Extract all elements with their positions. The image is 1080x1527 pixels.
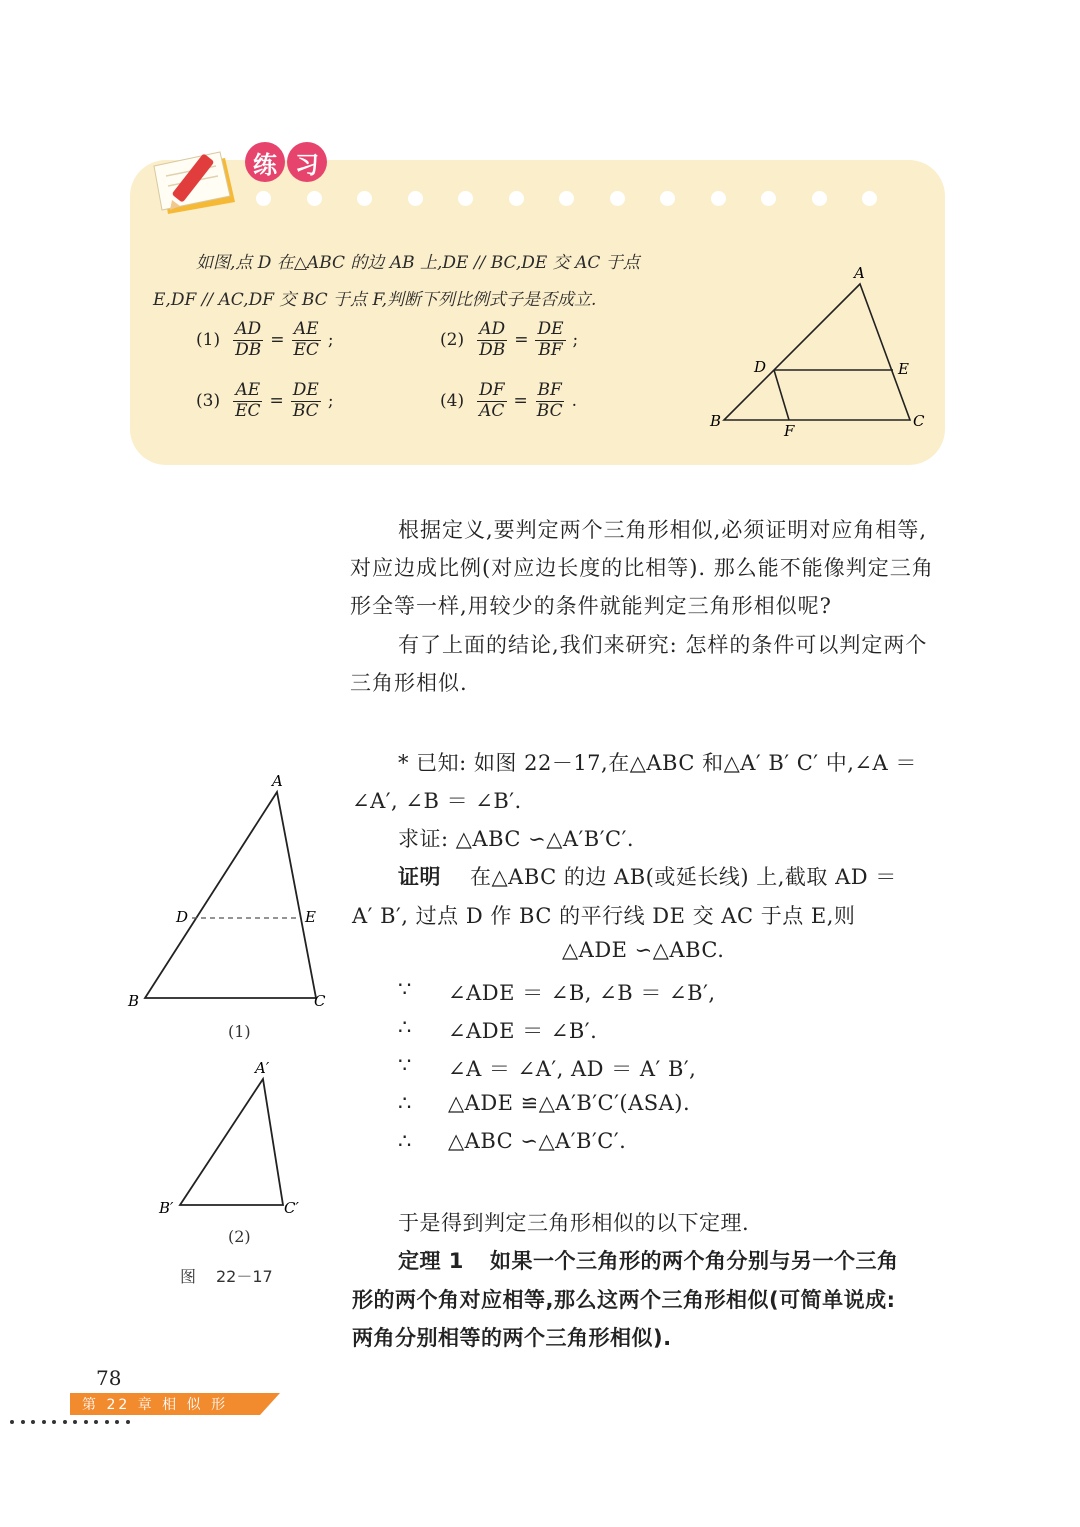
exercise-title-char-2: 习 [287,142,327,182]
theorem-line-2: 形的两个角对应相等,那么这两个三角形相似(可简单说成: [352,1288,896,1312]
footer-dot [126,1420,130,1424]
fraction-left: $\frac{AE}{EC}$ [235,380,261,421]
proof-line-1: 在△ABC 的边 AB(或延长线) 上,截取 AD ＝ [470,865,897,889]
exercise-item-4 [440,381,577,421]
figure-22-17-part-2 [150,1055,310,1220]
fig2-label-A: A′ [255,1059,270,1077]
theorem-line-3: 两角分别相等的两个三角形相似). [352,1326,672,1350]
item-index: (1) [196,330,221,351]
figure-22-17-part-1 [120,770,340,1020]
label-D: D [754,358,767,376]
intro-paragraph-2: 有了上面的结论,我们来研究: 怎样的条件可以判定两个三角形相似. [350,633,928,695]
exercise-dot [711,191,726,206]
footer-dot [105,1420,109,1424]
exercise-line-1: 如图,点 D 在△ABC 的边 AB 上,DE // BC,DE 交 AC 于点 [196,253,640,273]
given-line-2: ∠A′, ∠B ＝ ∠B′. [352,789,522,813]
pencil-notebook-icon [140,140,250,220]
label-B: B [710,412,722,430]
exercise-dot [509,191,524,206]
theorem-line-1: 如果一个三角形的两个角分别与另一个三角 [490,1249,899,1273]
exercise-dot [660,191,675,206]
fig1-label-C: C [314,992,326,1010]
item-index: (4) [440,391,465,412]
figure-2-caption: (2) [228,1227,251,1246]
item-end: ; [327,330,334,351]
footer-dot [31,1420,35,1424]
label-F: F [784,422,795,440]
fig2-label-C: C′ [284,1199,299,1217]
prove-line: 求证: △ABC ∽△A′B′C′. [398,827,635,851]
fraction-right: $\frac{DE}{BC}$ [292,380,319,421]
fig2-label-B: B′ [159,1199,174,1217]
label-A: A [854,264,865,282]
figure-1-caption: (1) [228,1022,251,1041]
footer-dot [52,1420,56,1424]
chapter-label: 第 22 章 相 似 形 [82,1397,229,1413]
exercise-dot [812,191,827,206]
footer-dot [94,1420,98,1424]
exercise-title-char-1: 练 [245,142,285,182]
footer-dot [84,1420,88,1424]
proof-label: 证明 [398,865,441,889]
intro-paragraph-1: 根据定义,要判定两个三角形相似,必须证明对应角相等,对应边成比例(对应边长度的比相等). 那么能不能像判定三角形全等一样,用较少的条件就能判定三角形相似呢? [350,518,934,618]
step-5-text: △ABC ∽△A′B′C′. [448,1129,627,1153]
exercise-triangle-figure [700,262,940,442]
item-index: (2) [440,330,465,351]
footer-dot [115,1420,119,1424]
footer-dot [42,1420,46,1424]
equals-sign: = [270,330,285,351]
fig1-label-A: A [272,772,283,790]
step-2-text: ∠ADE ＝ ∠B′. [448,1019,598,1043]
fig1-label-B: B [128,992,140,1010]
fig1-label-E: E [305,908,316,926]
fig1-label-D: D [176,908,189,926]
step-2-symbol: ∴ [398,1015,412,1039]
exercise-item-1 [196,320,334,360]
proof-line-3: △ADE ∽△ABC. [562,938,725,962]
page-number: 78 [96,1366,122,1390]
fraction-left: $\frac{AD}{DB}$ [479,319,506,360]
step-4-symbol: ∴ [398,1091,412,1115]
label-C: C [913,412,925,430]
step-4-text: △ADE ≌△A′B′C′(ASA). [448,1091,691,1115]
exercise-dot [408,191,423,206]
exercise-item-2 [440,320,578,360]
exercise-dot [256,191,271,206]
item-index: (3) [196,391,221,412]
figure-caption-prefix: 图 [180,1267,197,1286]
step-3-text: ∠A ＝ ∠A′, AD ＝ A′ B′, [448,1057,697,1081]
equals-sign: = [513,391,528,412]
item-end: ; [327,391,334,412]
footer-dot [73,1420,77,1424]
exercise-dot [458,191,473,206]
equals-sign: = [269,391,284,412]
conclusion-lead: 于是得到判定三角形相似的以下定理. [398,1211,750,1235]
footer-dot [63,1420,67,1424]
item-end: . [571,391,578,412]
exercise-dot [862,191,877,206]
exercise-line-2: E,DF // AC,DF 交 BC 于点 F,判断下列比例式子是否成立. [153,290,597,310]
figure-caption-number: 22－17 [216,1267,273,1286]
exercise-dot [559,191,574,206]
given-line-1: * 已知: 如图 22－17,在△ABC 和△A′ B′ C′ 中,∠A ＝ [398,751,917,775]
theorem-label: 定理 1 [398,1249,464,1273]
footer-dot [21,1420,25,1424]
exercise-dot [761,191,776,206]
exercise-dot [307,191,322,206]
exercise-dot [610,191,625,206]
fraction-right: $\frac{AE}{EC}$ [293,319,319,360]
fraction-right: $\frac{BF}{BC}$ [536,380,563,421]
fraction-right: $\frac{DE}{BF}$ [537,319,564,360]
proof-line-2: A′ B′, 过点 D 作 BC 的平行线 DE 交 AC 于点 E,则 [352,904,856,928]
item-end: ; [572,330,579,351]
footer-dot [10,1420,14,1424]
step-1-symbol: ∵ [398,977,412,1001]
label-E: E [898,360,909,378]
step-5-symbol: ∴ [398,1129,412,1153]
equals-sign: = [514,330,529,351]
fraction-left: $\frac{DF}{AC}$ [479,380,505,421]
step-3-symbol: ∵ [398,1053,412,1077]
exercise-item-3 [196,381,334,421]
fraction-left: $\frac{AD}{DB}$ [235,319,262,360]
exercise-dot [357,191,372,206]
step-1-text: ∠ADE ＝ ∠B, ∠B ＝ ∠B′, [448,981,716,1005]
